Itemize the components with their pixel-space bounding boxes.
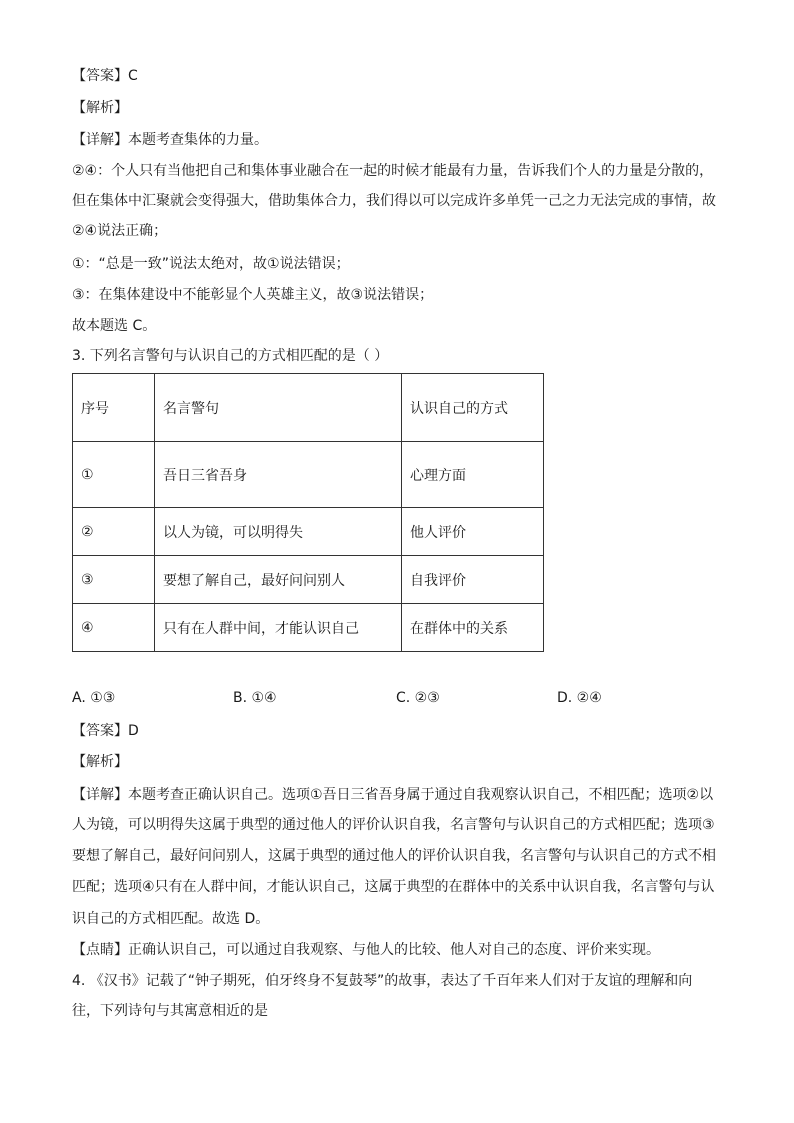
table-cell: 要想了解自己，最好问问别人	[155, 556, 402, 604]
option-d: D. ②④	[557, 690, 602, 706]
q3-analysis-label: 【解析】	[72, 754, 128, 770]
q3-detail-line: 匹配；选项④只有在人群中间，才能认识自己，这属于典型的在群体中的关系中认识自我，名言警句与认	[72, 879, 715, 895]
q4-question-line: 往，下列诗句与其寓意相近的是	[72, 1003, 268, 1019]
option-a: A. ①③	[72, 690, 116, 706]
table-header-cell: 序号	[73, 374, 155, 442]
q3-table	[72, 373, 544, 652]
table-row	[73, 442, 544, 508]
q2-answer: 【答案】C	[72, 68, 138, 84]
q3-detail-line: 识自己的方式相匹配。故选 D。	[72, 911, 270, 927]
table-row	[73, 556, 544, 604]
table-cell: 在群体中的关系	[402, 604, 544, 652]
q3-detail-line: 人为镜，可以明得失这属于典型的通过他人的评价认识自我，名言警句与认识自己的方式相匹配；选项③	[72, 817, 715, 833]
table-cell: 以人为镜，可以明得失	[155, 508, 402, 556]
q2-text-line: ②④：个人只有当他把自己和集体事业融合在一起的时候才能最有力量，告诉我们个人的力量是分散的，	[72, 163, 714, 179]
table-cell: ③	[73, 556, 155, 604]
table-cell: 吾日三省吾身	[155, 442, 402, 508]
table-cell: 自我评价	[402, 556, 544, 604]
table-row	[73, 604, 544, 652]
q2-conclusion: 故本题选 C。	[72, 318, 157, 334]
table-header-row	[73, 374, 544, 442]
table-row	[73, 508, 544, 556]
table-cell: ②	[73, 508, 155, 556]
q2-text-line: ①：“总是一致”说法太绝对，故①说法错误；	[72, 256, 350, 272]
q3-detail-line: 【详解】本题考查正确认识自己。选项①吾日三省吾身属于通过自我观察认识自己，不相匹配；选项②以	[72, 787, 714, 803]
table-cell: 只有在人群中间，才能认识自己	[155, 604, 402, 652]
table-cell: ①	[73, 442, 155, 508]
option-b: B. ①④	[233, 690, 277, 706]
option-c: C. ②③	[396, 690, 440, 706]
table-header-cell: 名言警句	[155, 374, 402, 442]
q3-detail-line: 要想了解自己，最好问问别人，这属于典型的通过他人的评价认识自我，名言警句与认识自己的方式不相	[72, 848, 716, 864]
q4-question-line: 4. 《汉书》记载了“钟子期死，伯牙终身不复鼓琴”的故事，表达了千百年来人们对于友谊的理解和向	[72, 973, 693, 989]
q2-analysis-label: 【解析】	[72, 100, 128, 116]
q3-answer: 【答案】D	[72, 723, 139, 739]
q3-remark: 【点睛】正确认识自己，可以通过自我观察、与他人的比较、他人对自己的态度、评价来实现。	[72, 942, 660, 958]
table-cell: 他人评价	[402, 508, 544, 556]
q2-detail: 【详解】本题考查集体的力量。	[72, 132, 268, 148]
q3-question: 3. 下列名言警句与认识自己的方式相匹配的是（ ）	[72, 348, 389, 364]
q2-text-line: 但在集体中汇聚就会变得强大，借助集体合力，我们得以可以完成许多单凭一己之力无法完成的事情，故	[72, 193, 716, 209]
q2-text-line: ②④说法正确；	[72, 223, 168, 239]
table-header-cell: 认识自己的方式	[402, 374, 544, 442]
table-cell: 心理方面	[402, 442, 544, 508]
table-cell: ④	[73, 604, 155, 652]
q2-text-line: ③：在集体建设中不能彰显个人英雄主义，故③说法错误；	[72, 287, 434, 303]
